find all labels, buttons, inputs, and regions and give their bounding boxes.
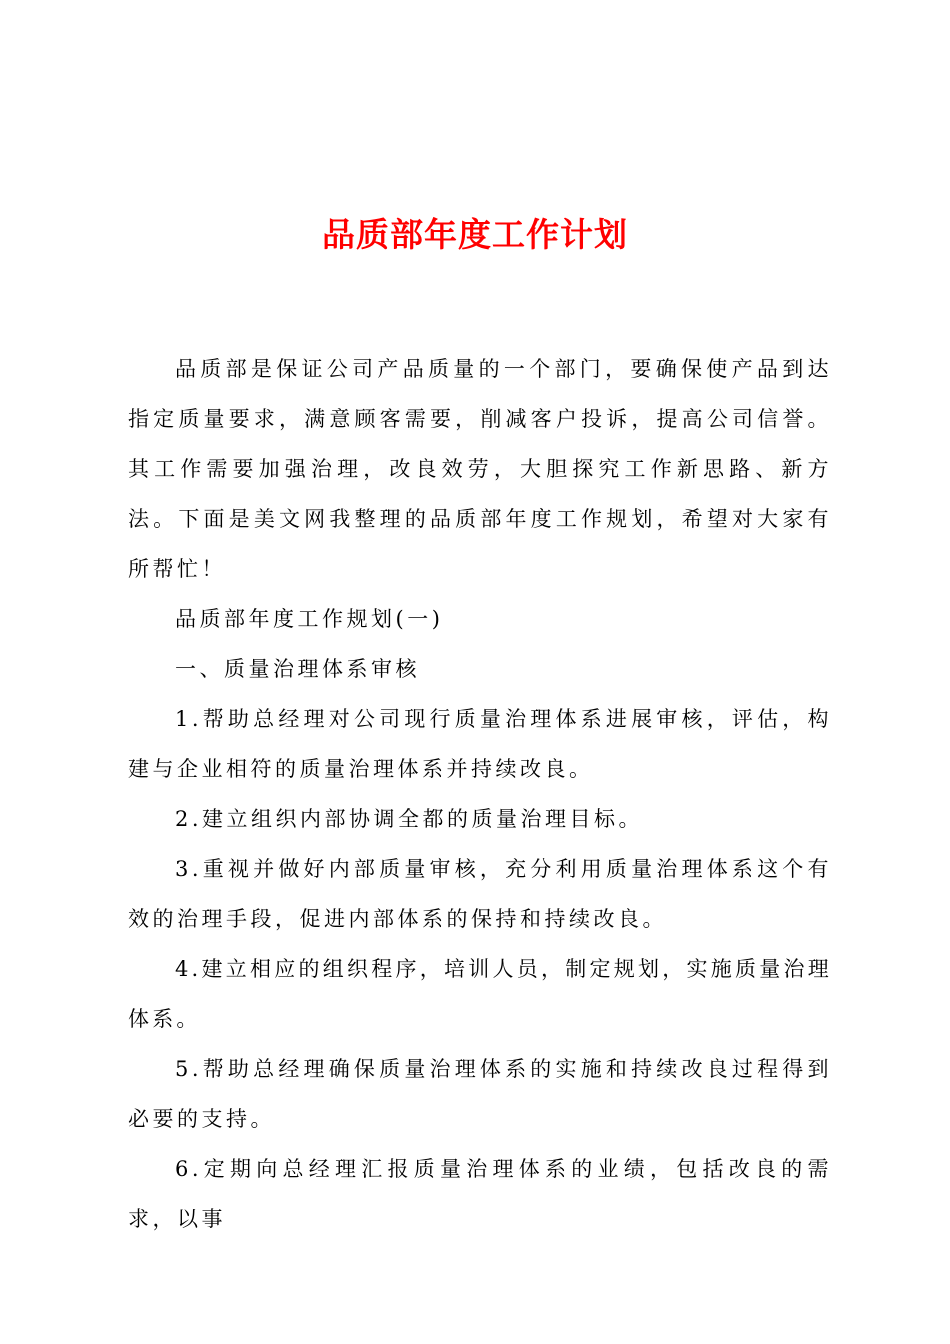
document-title: 品质部年度工作计划 [322,215,628,254]
document-body [128,344,832,1244]
list-item-5: 5.帮助总经理确保质量治理体系的实施和持续改良过程得到必要的支持。 [128,1057,832,1131]
section-heading-plan-1: 品质部年度工作规划(一) [175,607,444,631]
list-item-4: 4.建立相应的组织程序，培训人员，制定规划，实施质量治理体系。 [128,957,832,1031]
list-item-2: 2.建立组织内部协调全都的质量治理目标。 [175,807,644,831]
list-item-3: 3.重视并做好内部质量审核，充分利用质量治理体系这个有效的治理手段，促进内部体系的保持和持续改良。 [128,857,832,931]
intro-paragraph: 品质部是保证公司产品质量的一个部门，要确保使产品到达指定质量要求，满意顾客需要，削减客户投诉，提高公司信誉。其工作需要加强治理，改良效劳，大胆探究工作新思路、新方法。下面是美文网我整理的品质部年度工作规划，希望对大家有所帮忙！ [128,357,832,581]
subsection-heading-audit: 一、质量治理体系审核 [175,657,420,681]
list-item-1: 1.帮助总经理对公司现行质量治理体系进展审核，评估，构建与企业相符的质量治理体系并持续改良。 [128,707,832,781]
list-item-6: 6.定期向总经理汇报质量治理体系的业绩，包括改良的需求，以事 [128,1157,832,1231]
